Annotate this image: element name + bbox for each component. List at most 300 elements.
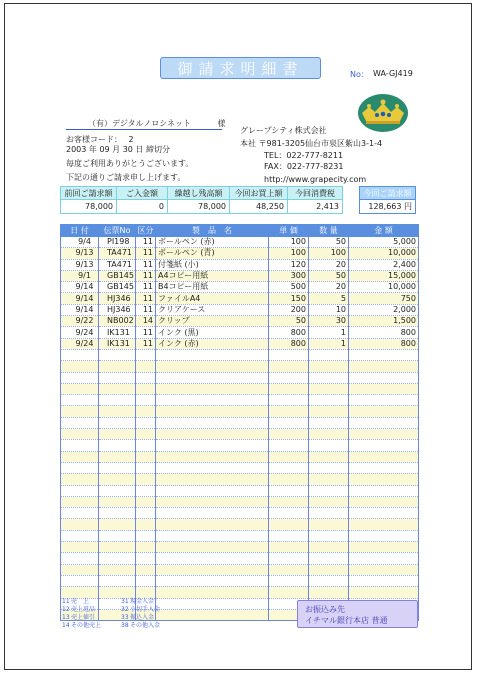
empty-row [61, 530, 419, 541]
greeting-line-1: 毎度ご利用ありがとうございます。 [66, 159, 194, 168]
table-cell [156, 383, 269, 394]
table-cell [99, 519, 136, 530]
table-cell [99, 349, 136, 360]
table-cell [136, 553, 156, 564]
table-row [61, 327, 419, 338]
bank-label: お振込み先 [305, 605, 345, 614]
empty-row [61, 349, 419, 360]
table-cell [61, 485, 99, 496]
table-cell: 11 [136, 282, 156, 293]
table-row [61, 293, 419, 304]
page-title: 御請求明細書 [160, 57, 321, 79]
table-cell [156, 349, 269, 360]
table-cell [349, 440, 419, 451]
table-cell [61, 462, 99, 473]
table-cell [136, 349, 156, 360]
legend-name: 売 上 [71, 598, 90, 605]
total-billed-value: 128,663 円 [360, 200, 416, 214]
table-cell [269, 542, 309, 553]
table-cell [61, 451, 99, 462]
table-cell [349, 587, 419, 598]
legend-row [62, 598, 180, 606]
table-cell: 9/22 [61, 316, 99, 327]
table-cell [269, 429, 309, 440]
table-cell: 50 [309, 270, 349, 281]
table-cell: 800 [269, 327, 309, 338]
table-cell: A4コピー用紙 [156, 270, 269, 281]
table-cell: 11 [136, 293, 156, 304]
company-address: 本社 〒981-3205仙台市泉区紫山3-1-4 [240, 139, 383, 148]
category-legend [62, 598, 180, 630]
column-header: 数 量 [309, 225, 349, 237]
table-cell: 200 [269, 304, 309, 315]
table-cell: 11 [136, 304, 156, 315]
table-cell [349, 530, 419, 541]
empty-row [61, 587, 419, 598]
table-cell [61, 530, 99, 541]
table-cell [156, 508, 269, 519]
summary-header: 今回お買上額 [230, 187, 288, 200]
table-cell [156, 587, 269, 598]
table-cell [349, 564, 419, 575]
table-cell [309, 349, 349, 360]
table-cell [99, 508, 136, 519]
table-cell: 11 [136, 327, 156, 338]
table-cell [349, 474, 419, 485]
table-cell: GB145 [99, 270, 136, 281]
legend-code: 32 [121, 606, 129, 613]
table-cell [136, 519, 156, 530]
table-cell: インク (赤) [156, 338, 269, 349]
empty-row [61, 485, 419, 496]
table-cell [156, 530, 269, 541]
greeting-line-2: 下記の通りご請求申し上げます。 [66, 173, 186, 182]
table-cell [309, 485, 349, 496]
table-cell [136, 474, 156, 485]
table-cell: 300 [269, 270, 309, 281]
table-cell [309, 508, 349, 519]
table-cell [156, 372, 269, 383]
table-cell [61, 383, 99, 394]
customer-honorific: 様 [217, 119, 226, 128]
table-cell: ボールペン (赤) [156, 237, 269, 248]
table-cell [349, 372, 419, 383]
bank-name: イチマル銀行本店 普通 [305, 616, 388, 625]
table-cell: 9/24 [61, 327, 99, 338]
table-cell [99, 575, 136, 586]
table-cell [61, 372, 99, 383]
table-cell [309, 361, 349, 372]
table-cell [156, 462, 269, 473]
table-cell [349, 519, 419, 530]
table-cell [269, 395, 309, 406]
customer-code-line [66, 135, 134, 145]
table-cell [156, 440, 269, 451]
table-row [61, 282, 419, 293]
table-cell [61, 519, 99, 530]
total-billed-header: 今回ご請求額 [360, 187, 416, 200]
table-cell [269, 519, 309, 530]
table-cell: 9/4 [61, 237, 99, 248]
table-cell: 1 [309, 338, 349, 349]
table-cell [61, 349, 99, 360]
total-billed-table [359, 186, 416, 214]
table-cell: 10,000 [349, 282, 419, 293]
table-cell: 9/14 [61, 282, 99, 293]
table-cell [269, 417, 309, 428]
table-cell [309, 429, 349, 440]
table-cell: 11 [136, 237, 156, 248]
legend-code: 33 [121, 614, 129, 621]
table-cell [309, 395, 349, 406]
table-cell [269, 587, 309, 598]
table-cell [309, 451, 349, 462]
summary-value: 48,250 [230, 200, 288, 214]
table-cell: 20 [309, 259, 349, 270]
legend-code: 31 [121, 598, 129, 605]
table-cell: 5 [309, 293, 349, 304]
doc-no-value: WA-GJ419 [373, 69, 413, 78]
table-cell [269, 508, 309, 519]
summary-header: 今回消費税 [288, 187, 343, 200]
table-row [61, 259, 419, 270]
table-cell [99, 383, 136, 394]
legend-code: 38 [121, 622, 129, 629]
table-cell [269, 564, 309, 575]
table-cell [349, 508, 419, 519]
table-cell: 9/24 [61, 338, 99, 349]
table-cell [136, 462, 156, 473]
table-cell [349, 496, 419, 507]
empty-row [61, 395, 419, 406]
closing-date: 2003 年 09 月 30 日 締切分 [66, 145, 170, 154]
summary-header: ご入金額 [117, 187, 168, 200]
table-cell [309, 542, 349, 553]
table-cell [269, 485, 309, 496]
table-cell [136, 429, 156, 440]
table-cell [156, 429, 269, 440]
table-cell: 14 [136, 316, 156, 327]
table-cell [136, 372, 156, 383]
table-cell: クリアケース [156, 304, 269, 315]
table-cell [349, 553, 419, 564]
table-cell [349, 406, 419, 417]
table-cell [61, 575, 99, 586]
table-cell [269, 383, 309, 394]
company-name: グレープシティ株式会社 [240, 126, 327, 135]
empty-row [61, 361, 419, 372]
table-cell [156, 564, 269, 575]
summary-value: 78,000 [61, 200, 117, 214]
customer-name-line [66, 119, 226, 130]
table-cell [136, 451, 156, 462]
table-cell: 100 [269, 248, 309, 259]
table-cell [309, 519, 349, 530]
table-row [61, 338, 419, 349]
legend-code: 13 [62, 614, 70, 621]
table-cell [309, 575, 349, 586]
column-header: 金 額 [349, 225, 419, 237]
table-cell: 50 [309, 237, 349, 248]
empty-row [61, 553, 419, 564]
empty-row [61, 474, 419, 485]
legend-row [62, 606, 180, 614]
table-cell [99, 462, 136, 473]
legend-code: 11 [62, 598, 70, 605]
column-header: 製 品 名 [156, 225, 269, 237]
table-cell: 2,000 [349, 304, 419, 315]
table-cell [136, 395, 156, 406]
table-cell [99, 395, 136, 406]
summary-value: 2,413 [288, 200, 343, 214]
table-cell: 800 [269, 338, 309, 349]
table-cell [309, 383, 349, 394]
table-cell [156, 575, 269, 586]
table-cell [136, 485, 156, 496]
table-cell [349, 417, 419, 428]
column-header: 区分 [137, 226, 154, 235]
table-cell [61, 474, 99, 485]
empty-row [61, 429, 419, 440]
empty-row [61, 575, 419, 586]
company-url: http://www.grapecity.com [264, 175, 367, 184]
table-cell [156, 519, 269, 530]
table-cell [61, 542, 99, 553]
table-cell [156, 553, 269, 564]
table-cell: IK131 [99, 327, 136, 338]
table-cell [136, 417, 156, 428]
table-cell [309, 496, 349, 507]
table-cell [156, 417, 269, 428]
table-cell [136, 440, 156, 451]
table-cell [269, 530, 309, 541]
summary-table [60, 186, 343, 214]
table-cell [349, 349, 419, 360]
table-cell [156, 474, 269, 485]
table-cell: 30 [309, 316, 349, 327]
table-cell: 11 [136, 338, 156, 349]
legend-name: 売上返品 [71, 606, 96, 613]
table-cell: 9/13 [61, 248, 99, 259]
table-cell [349, 462, 419, 473]
customer-code: 2 [128, 135, 134, 144]
table-cell: 2,400 [349, 259, 419, 270]
table-cell [309, 474, 349, 485]
table-row [61, 248, 419, 259]
table-cell: 120 [269, 259, 309, 270]
table-cell: 11 [136, 270, 156, 281]
table-cell: 1 [309, 327, 349, 338]
table-cell: 9/13 [61, 259, 99, 270]
table-cell [99, 372, 136, 383]
table-cell [136, 530, 156, 541]
table-cell [99, 564, 136, 575]
table-cell [309, 553, 349, 564]
table-cell [136, 542, 156, 553]
table-cell [99, 417, 136, 428]
legend-code: 12 [62, 606, 70, 613]
empty-row [61, 542, 419, 553]
table-cell [269, 496, 309, 507]
table-cell: 15,000 [349, 270, 419, 281]
table-cell [61, 406, 99, 417]
table-cell [99, 496, 136, 507]
table-cell [99, 361, 136, 372]
table-cell: 800 [349, 338, 419, 349]
table-cell [156, 451, 269, 462]
table-cell [99, 440, 136, 451]
table-cell [136, 406, 156, 417]
legend-name: 小切手入金 [130, 606, 161, 613]
table-cell [269, 474, 309, 485]
table-cell: 10,000 [349, 248, 419, 259]
legend-name: 振込入金 [130, 614, 155, 621]
table-cell [99, 553, 136, 564]
table-cell: 500 [269, 282, 309, 293]
table-cell: IK131 [99, 338, 136, 349]
table-cell: 20 [309, 282, 349, 293]
table-row [61, 304, 419, 315]
table-cell [269, 406, 309, 417]
table-row [61, 237, 419, 248]
table-cell: HJ346 [99, 293, 136, 304]
table-cell: 5,000 [349, 237, 419, 248]
table-cell [349, 575, 419, 586]
table-cell: GB145 [99, 282, 136, 293]
table-cell [99, 429, 136, 440]
customer-name: （有）デジタルノロシネット [88, 119, 191, 128]
summary-header: 繰越し残高額 [168, 187, 230, 200]
table-cell [269, 553, 309, 564]
table-cell: 100 [309, 248, 349, 259]
company-tel: TEL：022-777-8211 [264, 151, 344, 160]
table-cell: 11 [136, 248, 156, 259]
table-cell: 750 [349, 293, 419, 304]
empty-row [61, 440, 419, 451]
empty-row [61, 496, 419, 507]
column-header: 単 価 [269, 225, 309, 237]
table-cell: 付箋紙 (小) [156, 259, 269, 270]
legend-name: その他売上 [71, 622, 102, 629]
table-cell [99, 485, 136, 496]
table-cell [309, 406, 349, 417]
table-cell [349, 383, 419, 394]
table-cell: 10 [309, 304, 349, 315]
table-cell [349, 429, 419, 440]
table-cell [99, 474, 136, 485]
empty-row [61, 462, 419, 473]
table-cell: 50 [269, 316, 309, 327]
table-cell [269, 575, 309, 586]
table-cell [136, 508, 156, 519]
table-cell [136, 587, 156, 598]
table-cell [99, 542, 136, 553]
table-cell [269, 349, 309, 360]
summary-value: 78,000 [168, 200, 230, 214]
table-cell [61, 587, 99, 598]
table-cell [99, 587, 136, 598]
table-cell [309, 530, 349, 541]
line-items-table [60, 224, 419, 621]
table-cell [156, 542, 269, 553]
company-fax: FAX：022-777-8231 [264, 162, 344, 171]
empty-row [61, 451, 419, 462]
empty-row [61, 406, 419, 417]
table-cell: 1,500 [349, 316, 419, 327]
table-cell [61, 564, 99, 575]
legend-code: 14 [62, 622, 70, 629]
table-cell: 9/14 [61, 293, 99, 304]
table-cell [269, 451, 309, 462]
table-cell [269, 440, 309, 451]
table-cell [309, 372, 349, 383]
table-cell [61, 361, 99, 372]
table-cell [269, 462, 309, 473]
table-cell [349, 542, 419, 553]
table-cell: PI198 [99, 237, 136, 248]
table-cell [61, 395, 99, 406]
doc-no-label: No： [350, 70, 369, 79]
table-cell: 9/14 [61, 304, 99, 315]
legend-row [62, 622, 180, 630]
company-logo [357, 93, 409, 133]
legend-row [62, 614, 180, 622]
table-cell [61, 553, 99, 564]
empty-row [61, 383, 419, 394]
table-cell [136, 496, 156, 507]
table-cell [156, 361, 269, 372]
table-row [61, 270, 419, 281]
table-cell: TA471 [99, 248, 136, 259]
table-cell [61, 508, 99, 519]
table-cell [99, 530, 136, 541]
table-cell: TA471 [99, 259, 136, 270]
table-cell [349, 395, 419, 406]
table-cell: インク (黒) [156, 327, 269, 338]
table-cell [349, 485, 419, 496]
table-cell: B4コピー用紙 [156, 282, 269, 293]
table-cell [349, 361, 419, 372]
table-cell [61, 440, 99, 451]
table-cell [309, 462, 349, 473]
summary-header: 前回ご請求額 [61, 187, 117, 200]
table-cell [269, 372, 309, 383]
table-cell [156, 496, 269, 507]
table-cell [156, 485, 269, 496]
empty-row [61, 372, 419, 383]
table-cell: 9/1 [61, 270, 99, 281]
table-cell [61, 496, 99, 507]
table-cell [136, 564, 156, 575]
table-cell [309, 417, 349, 428]
table-cell [61, 429, 99, 440]
table-cell [309, 587, 349, 598]
empty-row [61, 564, 419, 575]
table-cell [136, 575, 156, 586]
table-cell [136, 383, 156, 394]
table-cell: 800 [349, 327, 419, 338]
table-cell: ボールペン (青) [156, 248, 269, 259]
empty-row [61, 519, 419, 530]
customer-code-label: お客様コード： [66, 135, 122, 144]
column-header: 日 付 [61, 225, 99, 237]
table-cell: 150 [269, 293, 309, 304]
table-cell [61, 417, 99, 428]
column-header: 伝票No [99, 225, 136, 237]
table-cell: クリップ [156, 316, 269, 327]
table-cell: HJ346 [99, 304, 136, 315]
legend-name: その他入金 [130, 622, 161, 629]
